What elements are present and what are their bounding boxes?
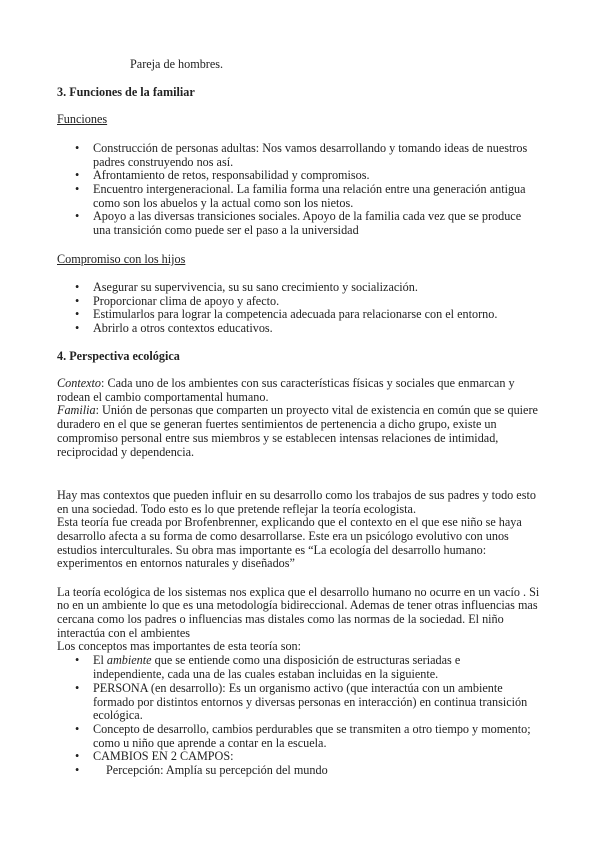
bullet: • [75,168,80,182]
bullet: • [75,307,80,321]
para2-line-2: no en un ambiente lo que es una metodología bidireccional. Ademas de tener otras influencias mas [57,598,538,612]
bullet: • [75,653,80,667]
bullet: • [75,321,80,335]
bullet: • [75,681,80,695]
bullet: • [75,749,80,763]
concepto-percepcion: Percepción: Amplía su percepción del mundo [106,763,328,777]
familia-definition [57,404,538,418]
familia-line-2: duradero en el que se generan fuertes sentimientos de pertenencia a dicho grupo, existe un [57,417,497,431]
compromiso-item-2: Proporcionar clima de apoyo y afecto. [93,294,280,308]
para2-line-4: interactúa con el ambientes [57,626,190,640]
funciones-item-1: Construcción de personas adultas: Nos vamos desarrollando y tomando ideas de nuestros padres construyendo nos así. [93,141,528,169]
contexto-term: Contexto [57,376,102,390]
para2-line-1: La teoría ecológica de los sistemas nos explica que el desarrollo humano no ocurre en un vacío . Si [57,585,540,599]
para1-line-2: en una sociedad. Todo esto es lo que pretende reflejar la teoría ecologista. [57,502,416,516]
bullet: • [75,763,80,777]
bullet: • [75,722,80,736]
bullet: • [75,280,80,294]
concepto-cambios: CAMBIOS EN 2 CAMPOS: [93,749,234,763]
para1-line-6: experimentos en entornos naturales y diseñados” [57,556,295,570]
familia-line-3: compromiso personal entre sus miembros y se establecen intensas relaciones de intimidad, [57,431,499,445]
ambiente-text: que se entiende como una disposición de estructuras seriadas e independiente, cada una de las cuales estaban incluidas en la siguiente. [93,653,461,681]
contexto-text: : Cada uno de los ambientes con sus características físicas y sociales que enmarcan y [101,376,515,390]
para1-line-5: estudios interculturales. Su obra mas importante es “La ecología del desarrollo humano: [57,543,487,557]
compromiso-item-3: Estimularlos para lograr la competencia adecuada para relacionarse con el entorno. [93,307,498,321]
bullet: • [75,141,80,155]
compromiso-item-4: Abrirlo a otros contextos educativos. [93,321,273,335]
bullet: • [75,294,80,308]
contexto-line-2: rodean el cambio comportamental humano. [57,390,269,404]
compromiso-item-1: Asegurar su supervivencia, su su sano crecimiento y socialización. [93,280,418,294]
funciones-item-3: Encuentro intergeneracional. La familia forma una relación entre una generación antigua como son los abuelos y la actual como son los nietos. [93,182,526,210]
familia-text: : Unión de personas que comparten un proyecto vital de existencia en común que se quiere [95,403,538,417]
concepto-desarrollo: Concepto de desarrollo, cambios perdurables que se transmiten a otro tiempo y momento; como u niño que aprende a contar en la escuela. [93,722,531,750]
pareja-line: Pareja de hombres. [130,57,224,71]
para1-line-4: desarrollo afecta a su forma de como desarrollarse. Este era un psicólogo evolutivo con unos [57,529,509,543]
compromiso-heading: Compromiso con los hijos [57,252,186,266]
para1-line-1: Hay mas contextos que pueden influir en su desarrollo como los trabajos de sus padres y todo esto [57,488,536,502]
concepto-ambiente [93,654,533,681]
section-3-title: 3. Funciones de la familiar [57,85,195,99]
funciones-heading: Funciones [57,112,108,126]
bullet: • [75,209,80,223]
familia-line-4: reciprocidad y dependencia. [57,445,195,459]
contexto-definition [57,377,515,391]
para2-line-3: cercana como los padres o influencias mas distales como las normas de la sociedad. El niño [57,612,504,626]
section-4-title: 4. Perspectiva ecológica [57,349,180,363]
ambiente-term: ambiente [106,653,152,667]
familia-term: Familia [57,403,96,417]
bullet: • [75,182,80,196]
concepto-persona: PERSONA (en desarrollo): Es un organismo activo (que interactúa con un ambiente formado por distintos entornos y diversas personas en interacción) en continua transición ecológica. [93,681,528,723]
funciones-item-4: Apoyo a las diversas transiciones sociales. Apoyo de la familia cada vez que se produce una transición como puede ser el paso a la universidad [93,209,522,237]
para1-line-3: Esta teoría fue creada por Brofenbrenner, explicando que el contexto en el que ese niño se haya [57,515,522,529]
ambiente-pre: El [93,653,107,667]
para2-line-5: Los conceptos mas importantes de esta teoría son: [57,639,302,653]
funciones-item-2: Afrontamiento de retos, responsabilidad y compromisos. [93,168,370,182]
